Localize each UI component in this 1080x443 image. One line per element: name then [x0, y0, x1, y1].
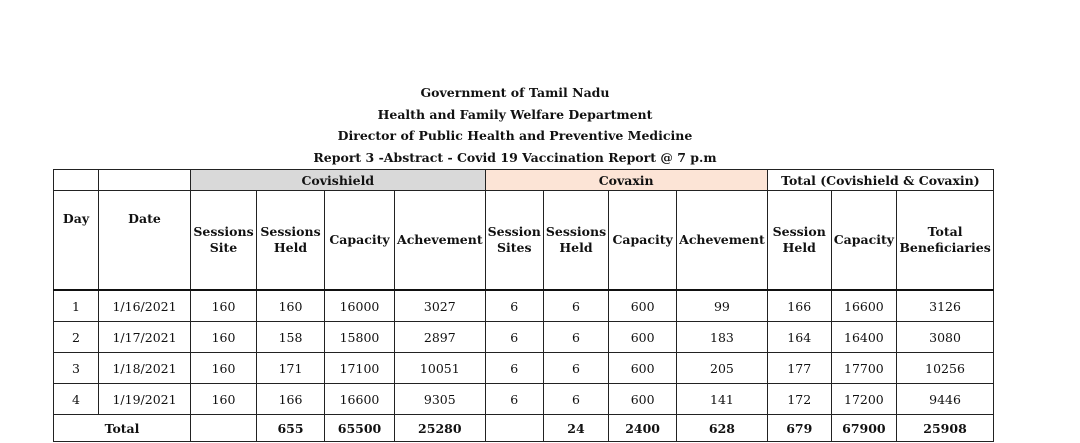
header-line-directorate: Director of Public Health and Preventive Medicine	[337, 128, 693, 143]
cell-date: 1/16/2021	[99, 290, 191, 322]
cell-cs-held: 160	[257, 290, 325, 322]
col-covishield-sessions-site: Sessions Site	[191, 191, 257, 291]
cell-cs-site: 160	[191, 384, 257, 415]
cell-cv-held: 6	[543, 384, 608, 415]
cell-cv-ach: 141	[677, 384, 768, 415]
col-covishield-sessions-held: Sessions Held	[257, 191, 325, 291]
total-cell	[485, 415, 543, 442]
cell-t-capacity: 16400	[831, 322, 896, 353]
cell-cs-ach: 2897	[395, 322, 486, 353]
group-covaxin: Covaxin	[485, 170, 767, 191]
cell-cv-held: 6	[543, 353, 608, 384]
cell-date: 1/18/2021	[99, 353, 191, 384]
table-row	[54, 353, 994, 384]
cell-cv-sites: 6	[485, 384, 543, 415]
cell-t-held: 164	[767, 322, 831, 353]
total-cell: 24	[543, 415, 608, 442]
col-covaxin-session-sites: Session Sites	[485, 191, 543, 291]
cell-cs-site: 160	[191, 353, 257, 384]
total-cell: 679	[767, 415, 831, 442]
cell-cs-held: 158	[257, 322, 325, 353]
cell-cs-held: 166	[257, 384, 325, 415]
table-row	[54, 384, 994, 415]
cell-cs-held: 171	[257, 353, 325, 384]
cell-day: 2	[54, 322, 99, 353]
cell-t-held: 166	[767, 290, 831, 322]
cell-cv-held: 6	[543, 290, 608, 322]
cell-t-capacity: 17700	[831, 353, 896, 384]
col-covaxin-sessions-held: Sessions Held	[543, 191, 608, 291]
cell-t-capacity: 17200	[831, 384, 896, 415]
cell-cs-ach: 3027	[395, 290, 486, 322]
col-total-beneficiaries: Total Beneficiaries	[897, 191, 994, 291]
cell-cv-ach: 205	[677, 353, 768, 384]
total-cell: 655	[257, 415, 325, 442]
total-cell	[191, 415, 257, 442]
col-covaxin-capacity: Capacity	[609, 191, 677, 291]
total-label: Total	[54, 415, 191, 442]
cell-t-ben: 9446	[897, 384, 994, 415]
col-covishield-achievement: Achevement	[395, 191, 486, 291]
cell-day: 1	[54, 290, 99, 322]
blank-cell	[54, 170, 99, 191]
header-line-department: Health and Family Welfare Department	[377, 106, 653, 122]
total-cell: 628	[677, 415, 768, 442]
blank-cell	[99, 170, 191, 191]
table-row	[54, 322, 994, 353]
cell-cs-ach: 9305	[395, 384, 486, 415]
table-row	[54, 290, 994, 322]
cell-cs-site: 160	[191, 322, 257, 353]
cell-cv-held: 6	[543, 322, 608, 353]
cell-t-capacity: 16600	[831, 290, 896, 322]
total-row	[54, 415, 994, 442]
total-cell: 65500	[325, 415, 395, 442]
header-line-government: Government of Tamil Nadu	[420, 85, 610, 100]
cell-t-ben: 10256	[897, 353, 994, 384]
cell-cv-capacity: 600	[609, 384, 677, 415]
total-cell: 2400	[609, 415, 677, 442]
cell-t-ben: 3080	[897, 322, 994, 353]
col-date: Date	[99, 191, 191, 291]
group-total: Total (Covishield & Covaxin)	[767, 170, 993, 191]
group-covishield: Covishield	[191, 170, 486, 191]
cell-cv-sites: 6	[485, 290, 543, 322]
col-day: Day	[54, 191, 99, 291]
cell-date: 1/19/2021	[99, 384, 191, 415]
cell-cs-capacity: 15800	[325, 322, 395, 353]
cell-cs-site: 160	[191, 290, 257, 322]
cell-cs-capacity: 17100	[325, 353, 395, 384]
cell-cv-capacity: 600	[609, 322, 677, 353]
cell-cs-capacity: 16000	[325, 290, 395, 322]
cell-day: 4	[54, 384, 99, 415]
total-cell: 25908	[897, 415, 994, 442]
cell-cv-capacity: 600	[609, 290, 677, 322]
total-cell: 25280	[395, 415, 486, 442]
col-covaxin-achievement: Achevement	[677, 191, 768, 291]
cell-cv-sites: 6	[485, 353, 543, 384]
cell-day: 3	[54, 353, 99, 384]
vaccination-table	[53, 169, 994, 442]
cell-date: 1/17/2021	[99, 322, 191, 353]
cell-t-held: 177	[767, 353, 831, 384]
cell-t-ben: 3126	[897, 290, 994, 322]
col-covishield-capacity: Capacity	[325, 191, 395, 291]
cell-cs-capacity: 16600	[325, 384, 395, 415]
report-header	[0, 82, 1030, 168]
cell-cv-ach: 99	[677, 290, 768, 322]
col-total-capacity: Capacity	[831, 191, 896, 291]
cell-cv-ach: 183	[677, 322, 768, 353]
total-cell: 67900	[831, 415, 896, 442]
cell-cs-ach: 10051	[395, 353, 486, 384]
header-line-report-title: Report 3 -Abstract - Covid 19 Vaccination Report @ 7 p.m	[313, 149, 717, 165]
cell-cv-sites: 6	[485, 322, 543, 353]
col-total-session-held: Session Held	[767, 191, 831, 291]
cell-t-held: 172	[767, 384, 831, 415]
cell-cv-capacity: 600	[609, 353, 677, 384]
